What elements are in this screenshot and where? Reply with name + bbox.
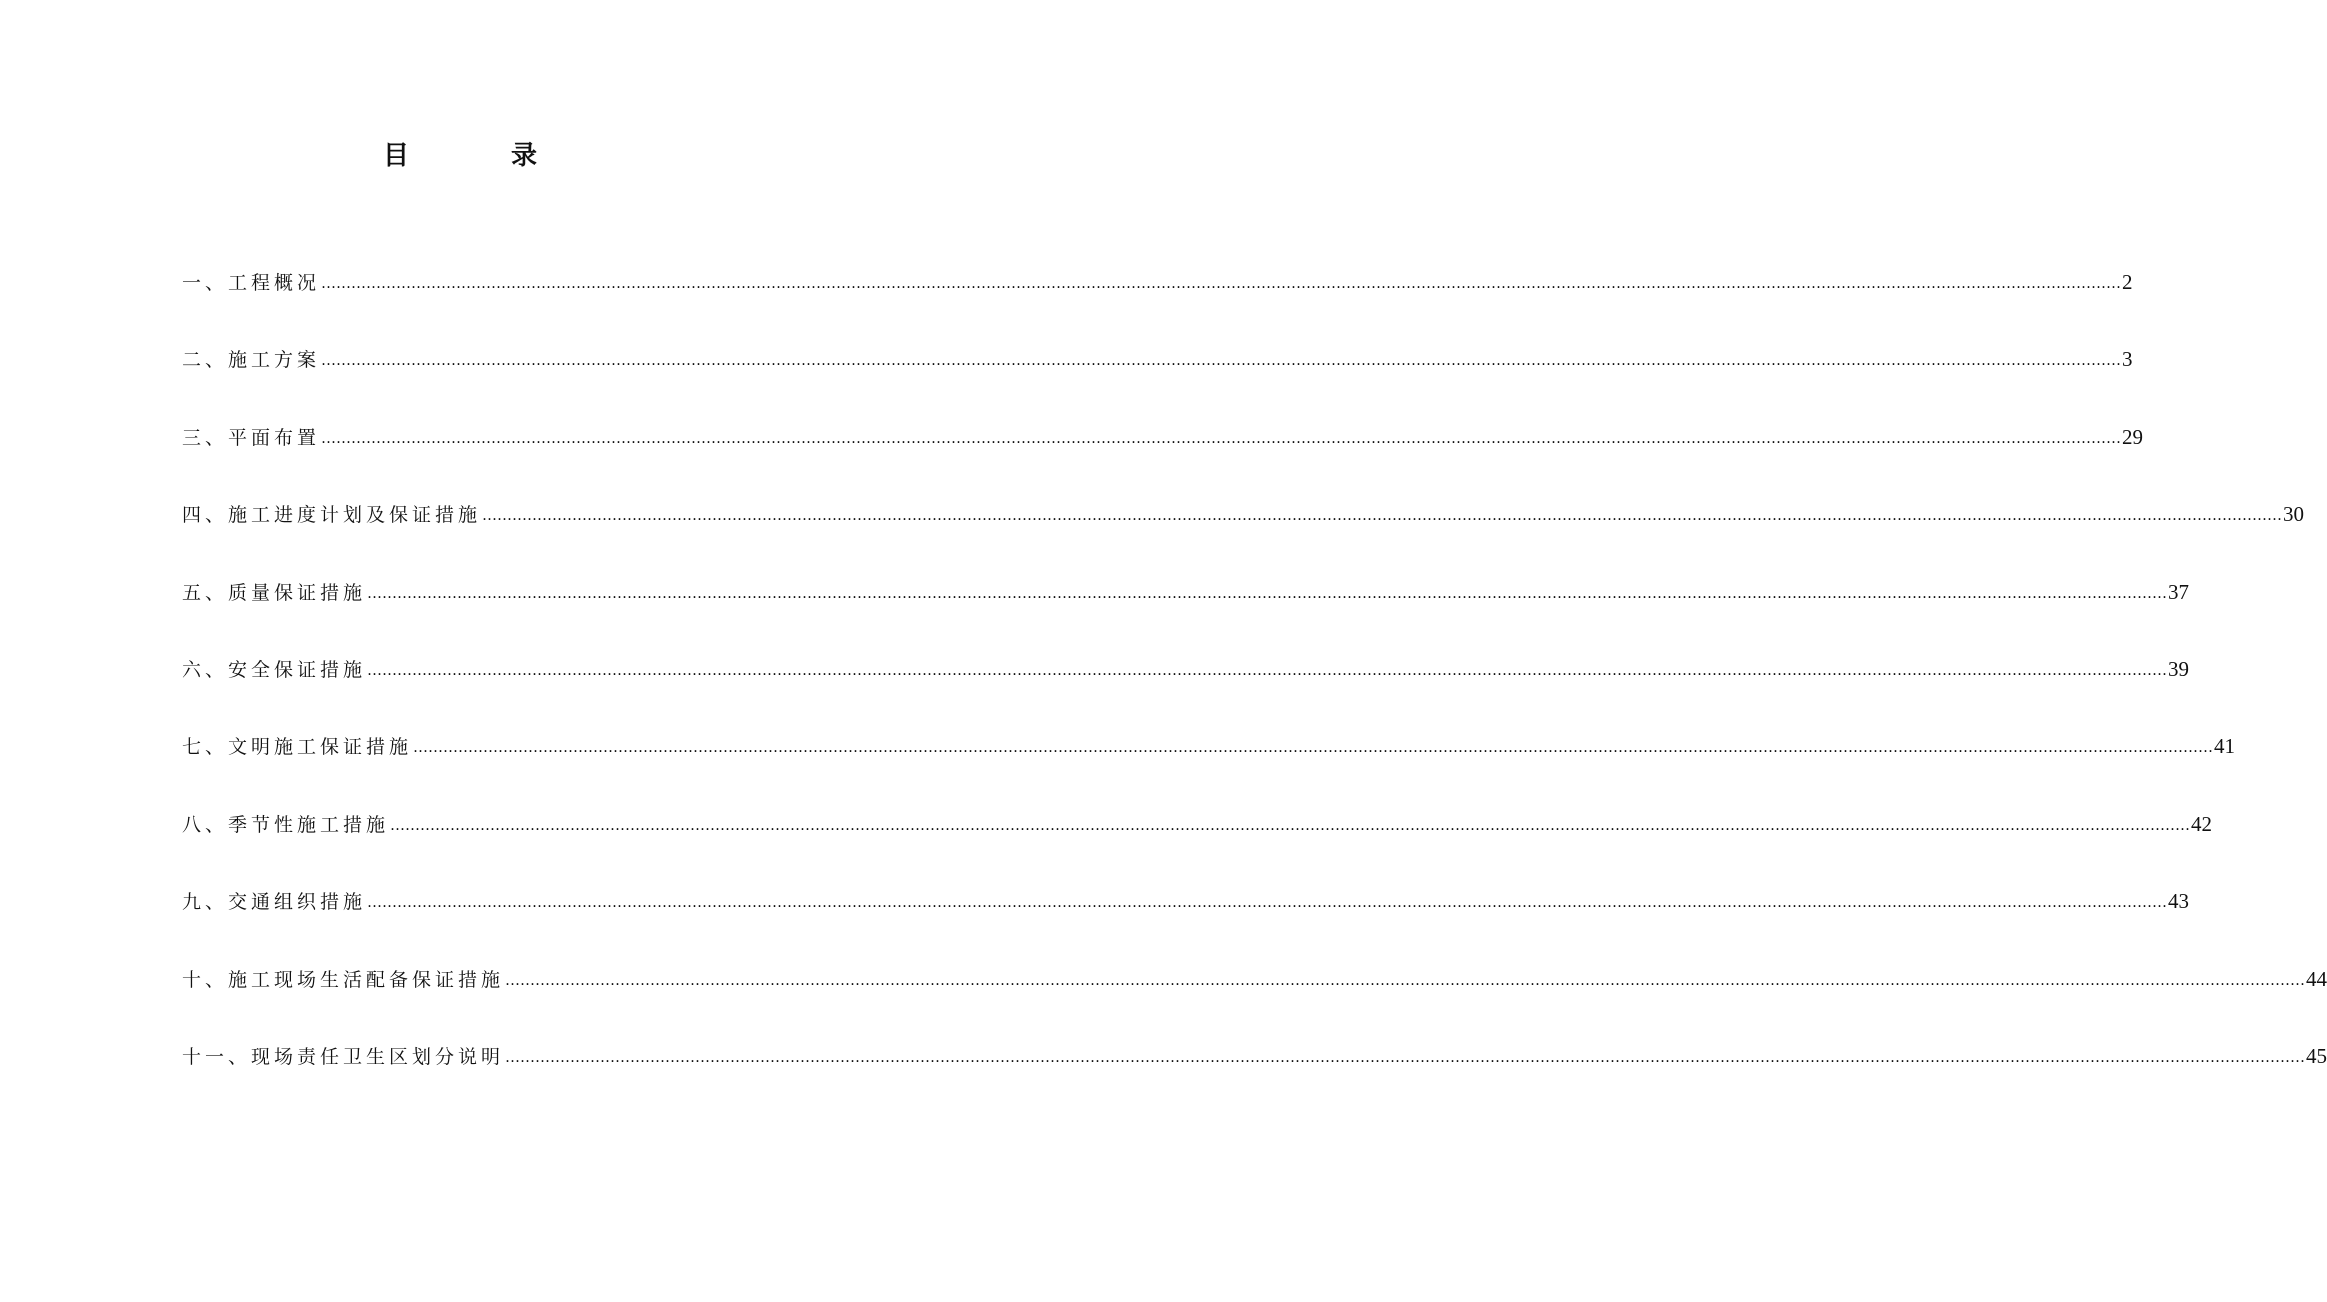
toc-entry [182, 649, 2190, 726]
dot-leader: ……………………………………………………………………………………………………………………………………………………………………………………………………………………………………………………………………………………………………………………………… [321, 428, 2122, 447]
toc-entry-label: 十、施工现场生活配备保证措施 [182, 968, 505, 991]
toc-entry [182, 881, 2190, 958]
toc-entry [182, 959, 2327, 1036]
toc-page-number: 30 [2283, 502, 2305, 527]
toc-entry [182, 262, 2133, 339]
dot-leader: ……………………………………………………………………………………………………………………………………………………………………………………………………………………………………………………………………………………………………………………………… [482, 506, 2283, 525]
dot-leader: ……………………………………………………………………………………………………………………………………………………………………………………………………………………………………………………………………………………………………………………………… [390, 815, 2191, 834]
toc-entry [182, 726, 2236, 803]
dot-leader: ……………………………………………………………………………………………………………………………………………………………………………………………………………………………………………………………………………………………………………………………… [367, 660, 2168, 679]
toc-page-number: 37 [2168, 579, 2190, 604]
toc-entry-label: 五、质量保证措施 [182, 581, 367, 604]
toc-page-number: 29 [2122, 424, 2144, 449]
toc-page-number: 2 [2122, 270, 2133, 294]
toc-page-number: 43 [2168, 889, 2190, 914]
toc-entry [182, 572, 2190, 649]
toc-entry [182, 417, 2144, 494]
toc-entry-label: 六、安全保证措施 [182, 658, 367, 681]
toc-entry [182, 494, 2305, 571]
toc-page-number: 41 [2214, 734, 2236, 759]
dot-leader: ……………………………………………………………………………………………………………………………………………………………………………………………………………………………………………………………………………………………………………………………… [367, 893, 2168, 912]
toc-page-number: 44 [2306, 966, 2327, 991]
dot-leader: ……………………………………………………………………………………………………………………………………………………………………………………………………………………………………………………………………………………………………………………………… [505, 1047, 2306, 1066]
dot-leader: ……………………………………………………………………………………………………………………………………………………………………………………………………………………………………………………………………………………………………………………………… [413, 738, 2214, 757]
toc-page-number: 3 [2122, 347, 2133, 372]
toc-entry-label: 十一、现场责任卫生区划分说明 [182, 1045, 505, 1068]
toc-entry-label: 九、交通组织措施 [182, 891, 367, 914]
toc-entry-label: 八、季节性施工措施 [182, 813, 390, 836]
dot-leader: ……………………………………………………………………………………………………………………………………………………………………………………………………………………………………………………………………………………………………………………………… [505, 970, 2306, 989]
toc-entry-label: 一、工程概况 [182, 272, 321, 294]
toc-entry-label: 七、文明施工保证措施 [182, 736, 413, 759]
toc-entry [182, 339, 2133, 416]
toc-entry [182, 1036, 2327, 1113]
dot-leader: ……………………………………………………………………………………………………………………………………………………………………………………………………………………………………………………………………………………………………………………………… [321, 351, 2122, 370]
toc-entry-label: 二、施工方案 [182, 349, 321, 372]
toc-page-number: 42 [2191, 811, 2213, 836]
toc-list [182, 262, 2327, 1113]
dot-leader: ……………………………………………………………………………………………………………………………………………………………………………………………………………………………………………………………………………………………………………………………… [321, 274, 2122, 292]
toc-entry-label: 四、施工进度计划及保证措施 [182, 504, 482, 527]
toc-entry-label: 三、平面布置 [182, 426, 321, 449]
toc-page-number: 45 [2306, 1043, 2327, 1068]
page-title: 目 录 [382, 141, 575, 171]
toc-page-number: 39 [2168, 656, 2190, 681]
dot-leader: ……………………………………………………………………………………………………………………………………………………………………………………………………………………………………………………………………………………………………………………………… [367, 583, 2168, 602]
toc-entry [182, 804, 2213, 881]
